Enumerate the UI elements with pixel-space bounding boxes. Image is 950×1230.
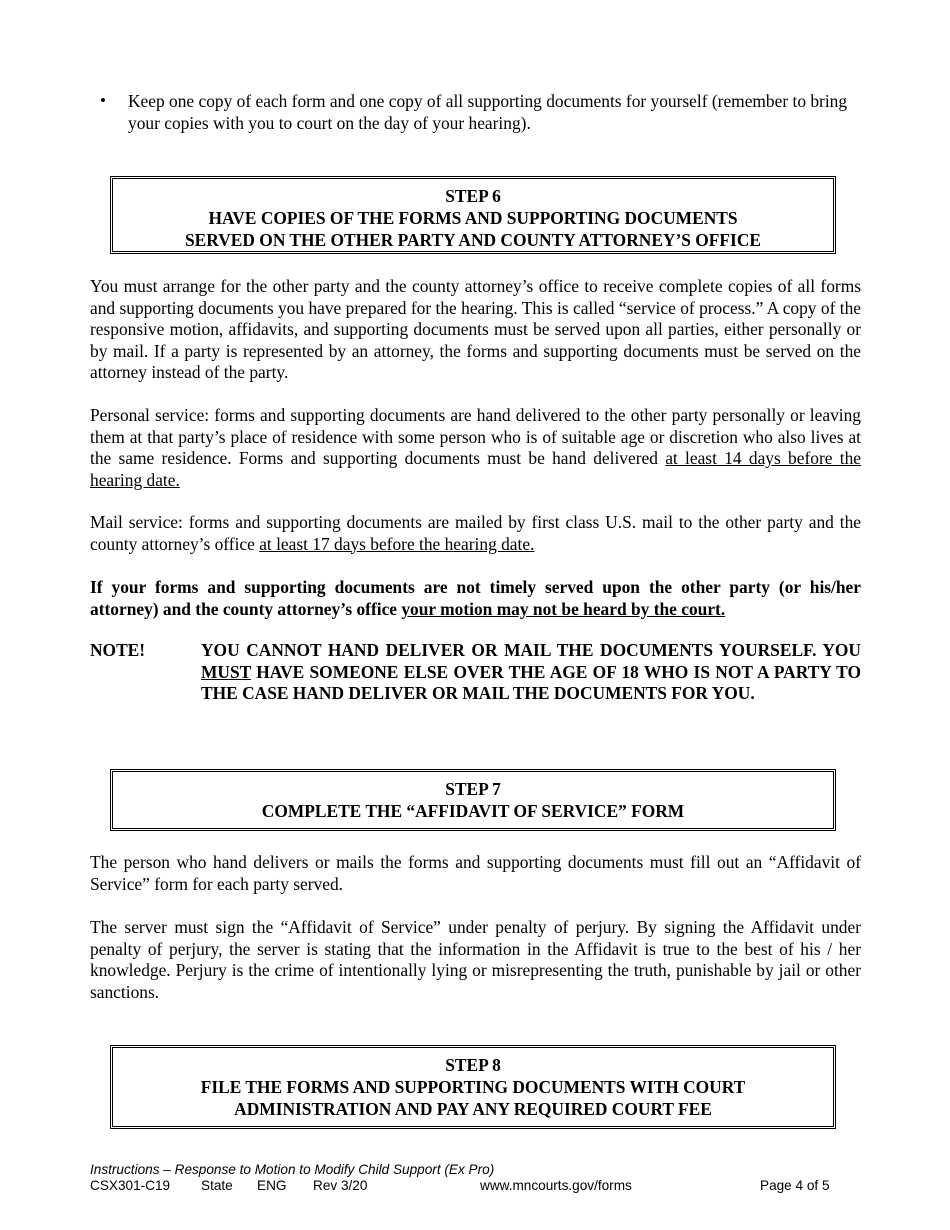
footer-title: Instructions – Response to Motion to Modify Child Support (Ex Pro) xyxy=(90,1162,495,1177)
bullet-icon: • xyxy=(100,91,106,110)
footer-row xyxy=(90,1178,850,1196)
warning-consequence: your motion may not be heard by the court. xyxy=(401,598,726,619)
mail-service-deadline: at least 17 days before the hearing date. xyxy=(259,533,535,554)
bullet-item xyxy=(100,90,862,134)
footer-revision: Rev 3/20 xyxy=(313,1178,368,1193)
service-of-process-paragraph: You must arrange for the other party and the county attorney’s office to receive complete copies of all forms and supporting documents you have prepared for the hearing. This is called “service of process.” A copy of the responsive motion, affidavits, and supporting documents must be served upon all parties, either personally or by mail. If a party is represented by an attorney, the forms and supporting documents must be served on the attorney instead of the party. xyxy=(90,276,861,382)
step-8-number: STEP 8 xyxy=(445,1055,501,1075)
step-6-number: STEP 6 xyxy=(445,186,501,206)
note-label: NOTE! xyxy=(90,640,146,660)
step-8-title-line1: FILE THE FORMS AND SUPPORTING DOCUMENTS WITH COURT xyxy=(200,1077,746,1097)
personal-service-paragraph xyxy=(90,405,861,491)
personal-service-deadline: at least 14 days before the hearing date. xyxy=(90,448,861,490)
mail-service-paragraph xyxy=(90,512,861,555)
step-7-number: STEP 7 xyxy=(445,779,501,799)
step-8-title-line2: ADMINISTRATION AND PAY ANY REQUIRED COURT FEE xyxy=(234,1099,712,1119)
bullet-text: Keep one copy of each form and one copy of all supporting documents for yourself (remember to bring your copies with you to court on the day of your hearing). xyxy=(128,91,848,133)
step-7-title: COMPLETE THE “AFFIDAVIT OF SERVICE” FORM xyxy=(261,801,685,821)
footer-website[interactable]: www.mncourts.gov/forms xyxy=(480,1178,632,1193)
step-6-header xyxy=(110,176,836,254)
footer-form-code: CSX301-C19 xyxy=(90,1178,171,1193)
step-8-header xyxy=(110,1045,836,1129)
step-7-header xyxy=(110,769,836,831)
note-text-part1: YOU CANNOT HAND DELIVER OR MAIL THE DOCUMENTS YOURSELF. YOU xyxy=(201,640,861,660)
step-6-title-line1: HAVE COPIES OF THE FORMS AND SUPPORTING DOCUMENTS xyxy=(208,208,738,228)
warning-text: If your forms and supporting documents are not timely served upon the other party (or his/her attorney) and the county attorney’s office xyxy=(90,577,861,619)
footer-jurisdiction: State xyxy=(201,1178,233,1193)
affidavit-paragraph-2: The server must sign the “Affidavit of Service” under penalty of perjury. By signing the Affidavit under penalty of perjury, the server is stating that the information in the Affidavit is true to the best of his / her knowledge. Perjury is the crime of intentionally lying or misrepresenting the truth, punishable by jail or other sanctions. xyxy=(90,917,861,1002)
affidavit-paragraph-1: The person who hand delivers or mails the forms and supporting documents must fill out an “Affidavit of Service” form for each party served. xyxy=(90,852,861,894)
footer-language: ENG xyxy=(257,1178,287,1193)
note-must: MUST xyxy=(201,661,251,682)
note-text xyxy=(201,640,861,705)
timely-service-warning xyxy=(90,577,861,620)
personal-service-text: Personal service: forms and supporting documents are hand delivered to the other party personally or leaving them at that party’s place of residence with some person who is of suitable age or discretion who also lives at the same residence. Forms and supporting documents must be hand delivered xyxy=(90,405,861,468)
step-6-title-line2: SERVED ON THE OTHER PARTY AND COUNTY ATTORNEY’S OFFICE xyxy=(185,230,761,250)
mail-service-text: Mail service: forms and supporting documents are mailed by first class U.S. mail to the other party and the county attorney’s office xyxy=(90,512,861,554)
note-text-part2: HAVE SOMEONE ELSE OVER THE AGE OF 18 WHO IS NOT A PARTY TO THE CASE HAND DELIVER OR MAIL THE DOCUMENTS FOR YOU. xyxy=(201,661,861,703)
footer-page-number: Page 4 of 5 xyxy=(760,1178,830,1193)
